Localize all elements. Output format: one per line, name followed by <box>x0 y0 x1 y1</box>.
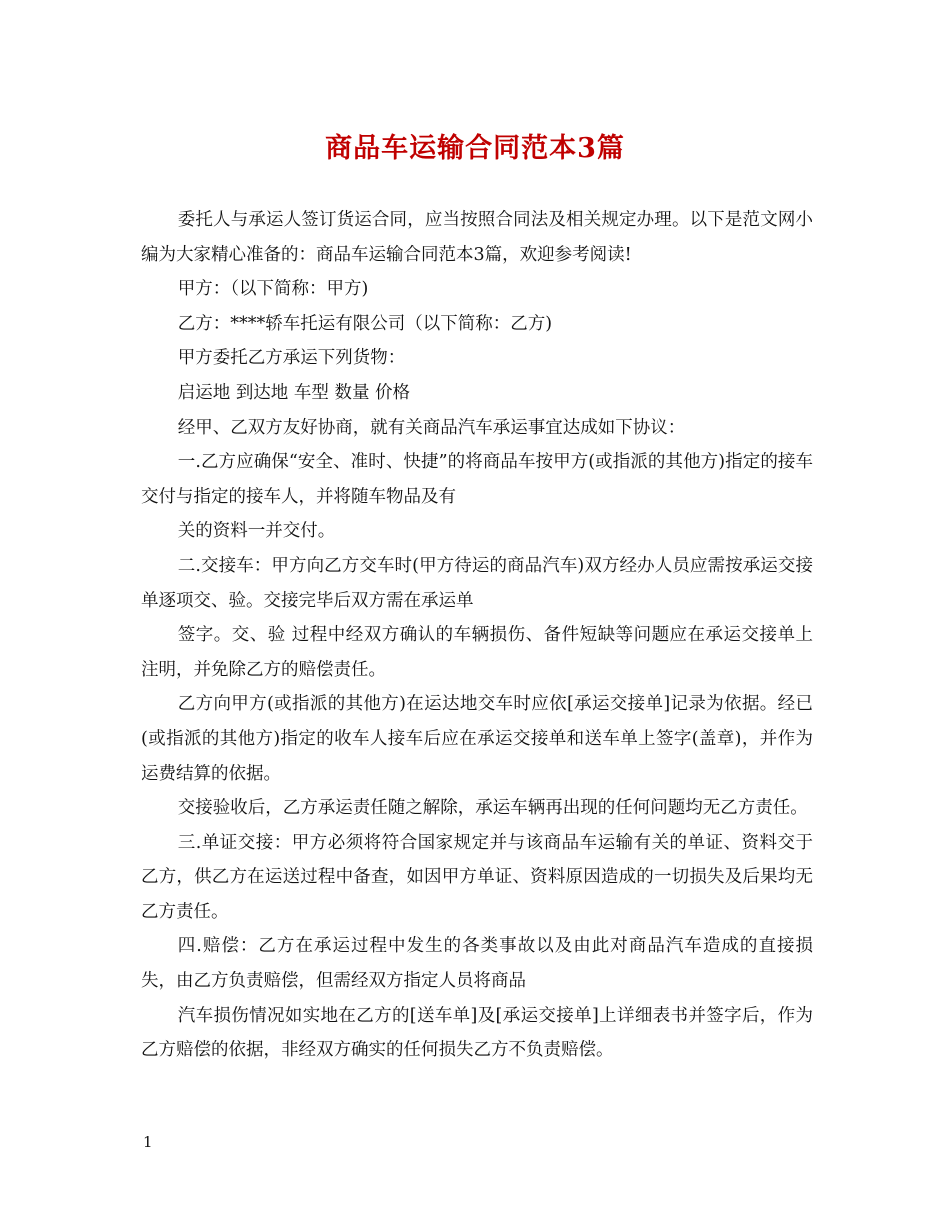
paragraph-clause-2: 二.交接车：甲方向乙方交车时(甲方待运的商品汽车)双方经办人员应需按承运交接单逐项交、验。交接完毕后双方需在承运单 <box>141 555 813 611</box>
paragraph-liability-release: 交接验收后，乙方承运责任随之解除，承运车辆再出现的任何问题均无乙方责任。 <box>177 798 808 819</box>
paragraph-clause-1: 一.乙方应确保“安全、准时、快捷”的将商品车按甲方(或指派的其他方)指定的接车交付与指定的接车人，并将随车物品及有 <box>141 452 813 507</box>
paragraph-party-a: 甲方：（以下简称：甲方) <box>177 279 369 300</box>
paragraph-intro: 委托人与承运人签订货运合同，应当按照合同法及相关规定办理。以下是范文网小编为大家精心准备的：商品车运输合同范本3篇，欢迎参考阅读! <box>141 210 813 265</box>
paragraph-clause-4: 四.赔偿：乙方在承运过程中发生的各类事故以及由此对商品汽车造成的直接损失，由乙方负责赔偿，但需经双方指定人员将商品 <box>141 936 813 992</box>
paragraph-clause-4-cont: 汽车损伤情况如实地在乙方的[送车单]及[承运交接单]上详细表书并签字后，作为乙方赔偿的依据，非经双方确实的任何损失乙方不负责赔偿。 <box>141 1005 813 1061</box>
paragraph-clause-2-cont: 签字。交、验 过程中经双方确认的车辆损伤、备件短缺等问题应在承运交接单上注明，并免除乙方的赔偿责任。 <box>141 625 813 680</box>
paragraph-goods-columns: 启运地 到达地 车型 数量 价格 <box>177 382 411 403</box>
document-title: 商品车运输合同范本3篇 <box>325 133 625 164</box>
page-number: 1 <box>143 1133 153 1151</box>
paragraph-clause-3: 三.单证交接：甲方必须将符合国家规定并与该商品车运输有关的单证、资料交于乙方，供乙方在运送过程中备查，如因甲方单证、资料原因造成的一切损失及后果均无乙方责任。 <box>141 832 813 922</box>
paragraph-party-b: 乙方：****轿车托运有限公司（以下简称：乙方) <box>177 313 553 334</box>
document-body <box>141 203 813 1068</box>
paragraph-delivery-basis: 乙方向甲方(或指派的其他方)在运达地交车时应依[承运交接单]记录为依据。经已(或指派的其他方)指定的收车人接车后应在承运交接单和送车单上签字(盖章)，并作为运费结算的依据。 <box>141 694 813 784</box>
paragraph-clause-1-cont: 关的资料一并交付。 <box>177 521 336 542</box>
paragraph-goods-intro: 甲方委托乙方承运下列货物： <box>177 348 406 369</box>
paragraph-agreement: 经甲、乙双方友好协商，就有关商品汽车承运事宜达成如下协议： <box>177 417 686 438</box>
